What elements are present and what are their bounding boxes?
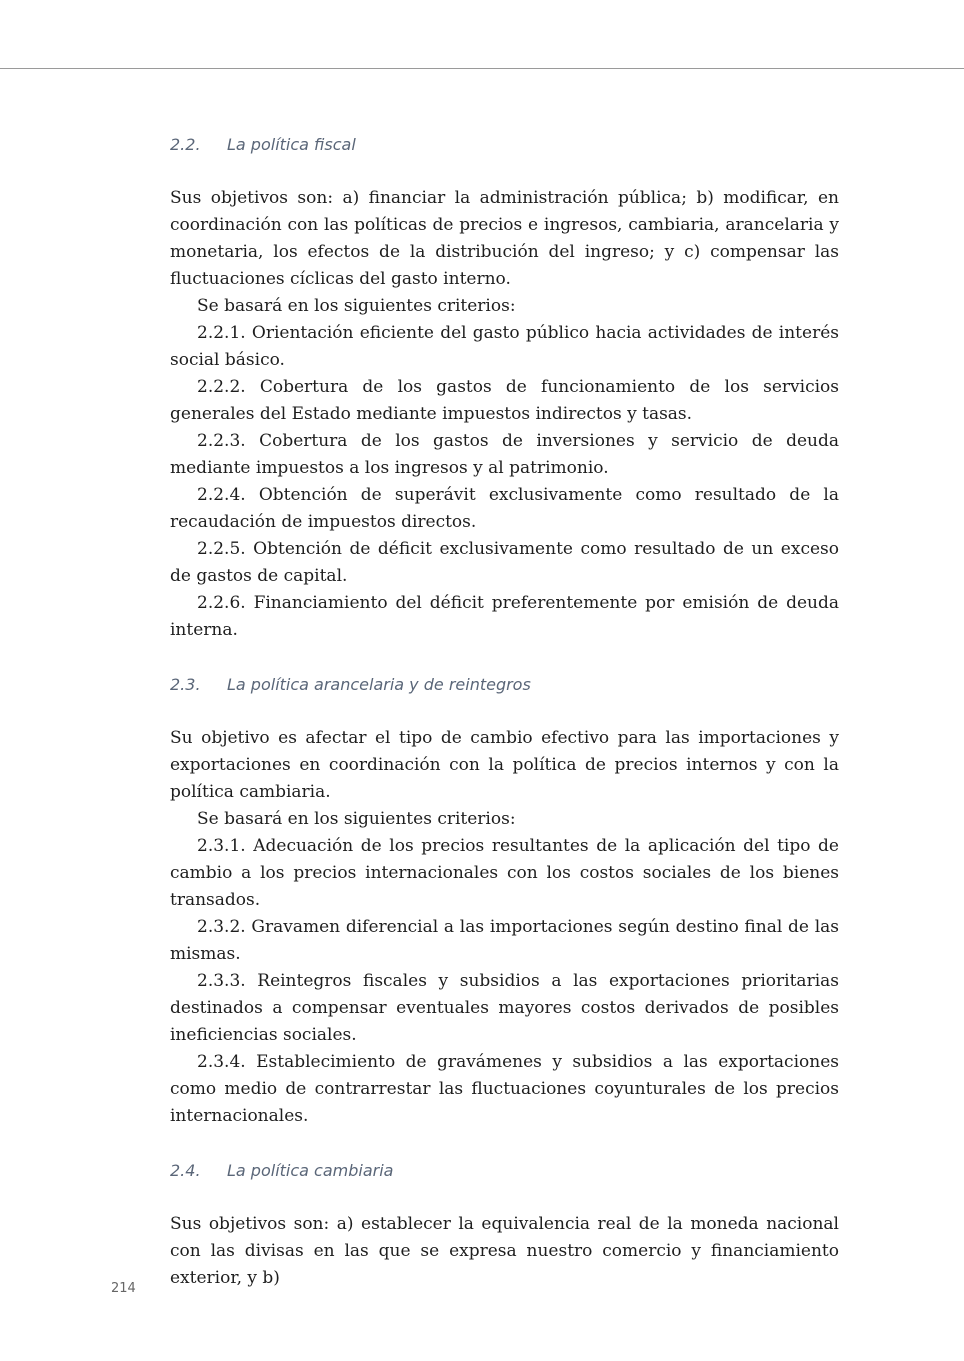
criterion-item: 2.3.4. Establecimiento de gravámenes y subsidios a las exportaciones como medio de contrarrestar las fluctuaciones coyunturales de los precios internacionales. <box>170 1052 839 1126</box>
section-intro: Sus objetivos son: a) financiar la administración pública; b) modificar, en coordinación con las políticas de precios e ingresos, cambiaria, arancelaria y monetaria, los efectos de la distribución del ingreso; y c) compensar las fluctuaciones cíclicas del gasto interno. <box>170 188 839 289</box>
section-intro: Sus objetivos son: a) establecer la equivalencia real de la moneda nacional con las divisas en las que se expresa nuestro comercio y financiamiento exterior, y b) <box>170 1214 839 1288</box>
criterion-item: 2.2.3. Cobertura de los gastos de inversiones y servicio de deuda mediante impuestos a los ingresos y al patrimonio. <box>170 431 839 478</box>
criteria-lead: Se basará en los siguientes criterios: <box>197 809 516 829</box>
section-title: La política arancelaria y de reintegros <box>227 675 531 694</box>
criterion-item: 2.2.2. Cobertura de los gastos de funcionamiento de los servicios generales del Estado mediante impuestos indirectos y tasas. <box>170 377 839 424</box>
section-title: La política cambiaria <box>227 1161 394 1180</box>
top-rule <box>0 68 964 69</box>
section-number: 2.2. <box>170 135 201 154</box>
section-heading-2-3 <box>170 671 839 698</box>
criterion-item: 2.2.4. Obtención de superávit exclusivamente como resultado de la recaudación de impuestos directos. <box>170 485 839 532</box>
criterion-item: 2.3.2. Gravamen diferencial a las importaciones según destino final de las mismas. <box>170 917 839 964</box>
section-heading-2-2 <box>170 131 839 158</box>
criterion-item: 2.2.1. Orientación eficiente del gasto público hacia actividades de interés social básico. <box>170 323 839 370</box>
page-body <box>170 131 839 1292</box>
criterion-item: 2.2.6. Financiamiento del déficit preferentemente por emisión de deuda interna. <box>170 593 839 640</box>
criterion-item: 2.2.5. Obtención de déficit exclusivamente como resultado de un exceso de gastos de capital. <box>170 539 839 586</box>
criteria-lead: Se basará en los siguientes criterios: <box>197 296 516 316</box>
section-heading-2-4 <box>170 1157 839 1184</box>
section-number: 2.3. <box>170 675 201 694</box>
criterion-item: 2.3.1. Adecuación de los precios resultantes de la aplicación del tipo de cambio a los precios internacionales con los costos sociales de los bienes transados. <box>170 836 839 910</box>
section-number: 2.4. <box>170 1161 201 1180</box>
section-title: La política fiscal <box>227 135 356 154</box>
page-number: 214 <box>111 1281 136 1296</box>
criterion-item: 2.3.3. Reintegros fiscales y subsidios a las exportaciones prioritarias destinados a compensar eventuales mayores costos derivados de posibles ineficiencias sociales. <box>170 971 839 1045</box>
section-intro: Su objetivo es afectar el tipo de cambio efectivo para las importaciones y exportaciones en coordinación con la política de precios internos y con la política cambiaria. <box>170 728 839 802</box>
